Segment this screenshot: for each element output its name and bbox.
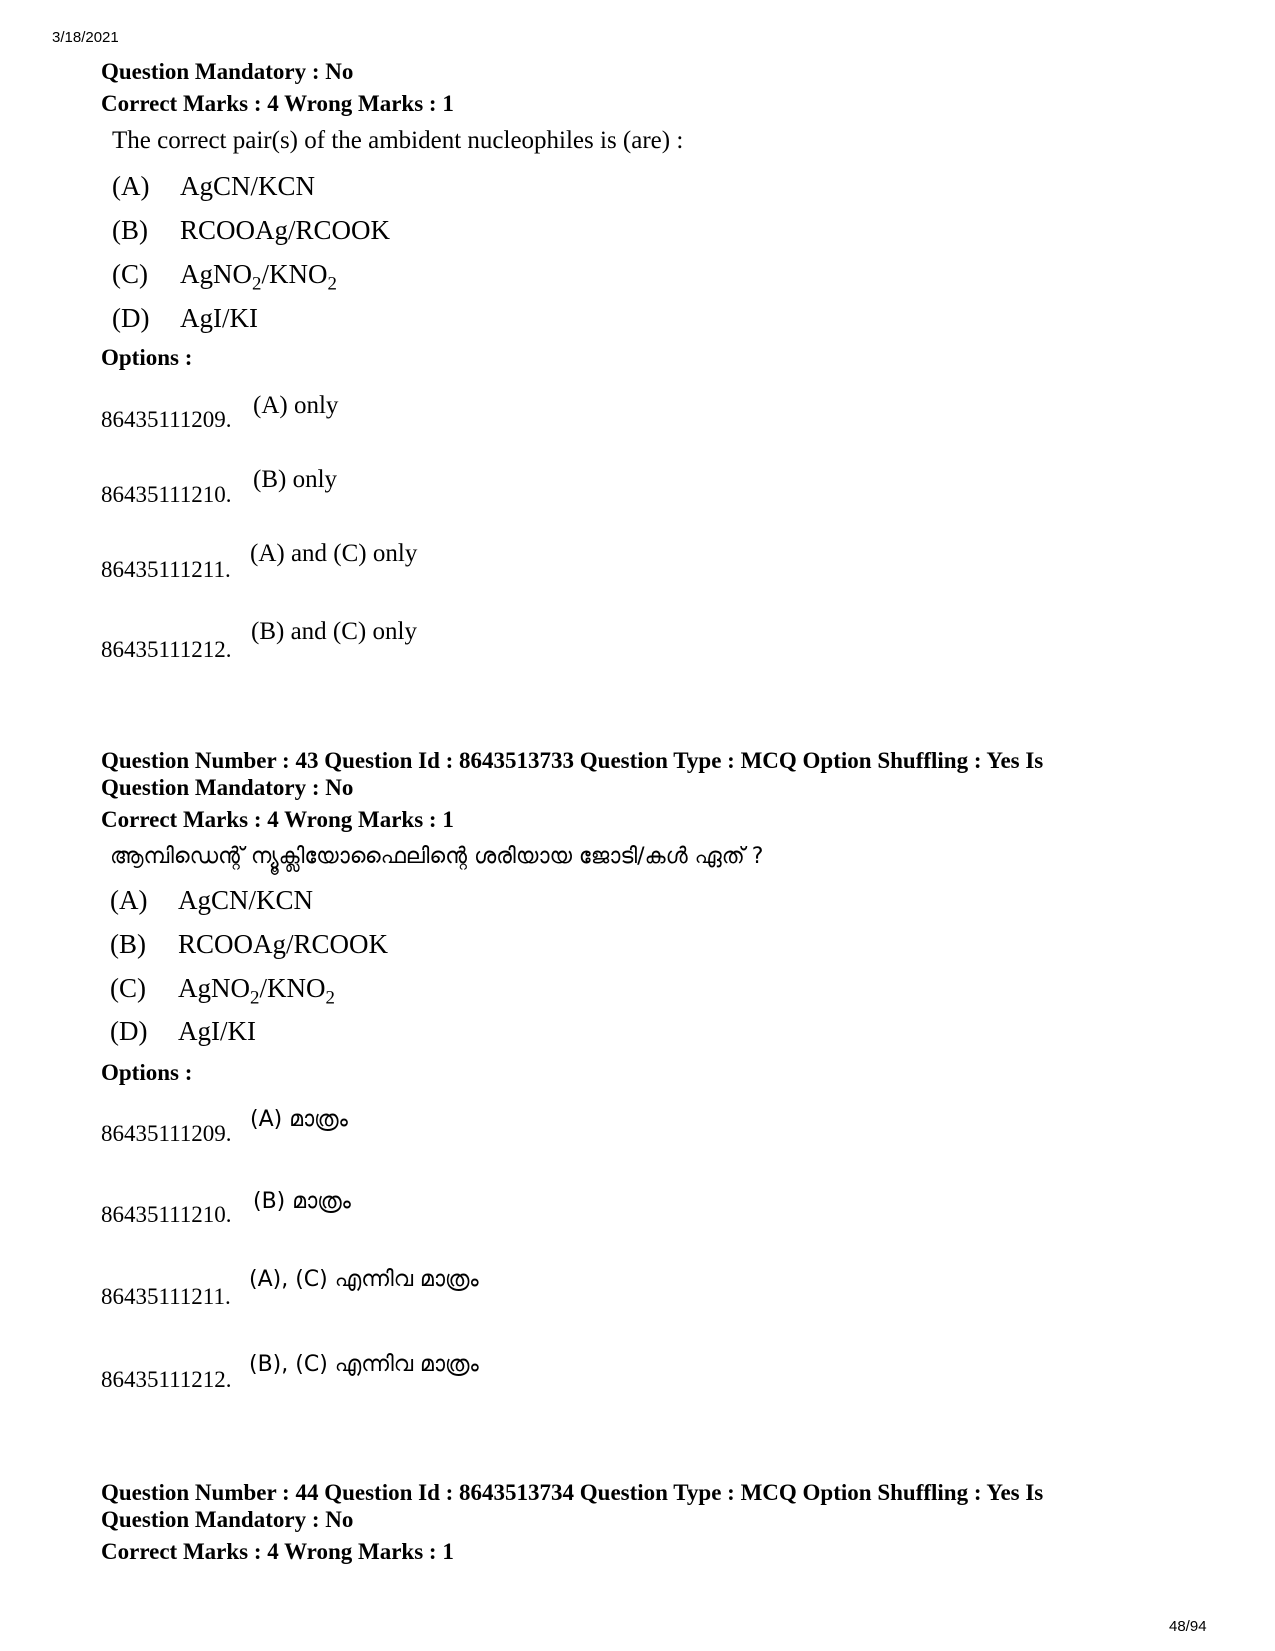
q43-option-text: (A) മാത്രം — [250, 1107, 348, 1132]
item-label: (B) — [110, 929, 146, 959]
q42-options-label: Options : — [101, 345, 193, 370]
q42-stem: The correct pair(s) of the ambident nucleophiles is (are) : — [112, 127, 684, 154]
item-text: $AgNO_2/KNO_2$ — [180, 259, 337, 295]
item-text: $AgNO_2/KNO_2$ — [178, 973, 335, 1009]
q42-option-text: (B) only — [253, 466, 338, 493]
q43-option-id: 86435111212. — [101, 1367, 232, 1392]
q43-stem: ആമ്പിഡെന്റ് ന്യൂക്ലിയോഫൈലിന്റെ ശരിയായ ജോടി/കൾ ഏത് ? — [110, 844, 764, 869]
item-label: (D) — [110, 1016, 148, 1046]
q44-header: Question Number : 44 Question Id : 8643513734 Question Type : MCQ Option Shuffling : Yes Is — [101, 1480, 1044, 1505]
page-number: 48/94 — [1169, 1618, 1207, 1635]
q42-mandatory: Question Mandatory : No — [101, 59, 354, 84]
item-text: RCOOAg/RCOOK — [178, 929, 389, 959]
q43-mandatory: Question Mandatory : No — [101, 775, 354, 800]
q43-option-id: 86435111210. — [101, 1202, 232, 1227]
q43-marks: Correct Marks : 4 Wrong Marks : 1 — [101, 807, 454, 832]
item-label: (C) — [112, 259, 148, 289]
item-label: (A) — [112, 171, 150, 201]
q43-option-text: (B) മാത്രം — [253, 1189, 351, 1214]
q43-option-id: 86435111209. — [101, 1121, 232, 1146]
q43-option-text: (A), (C) എന്നിവ മാത്രം — [249, 1267, 479, 1292]
item-label: (D) — [112, 303, 150, 333]
q44-mandatory: Question Mandatory : No — [101, 1507, 354, 1532]
item-text: RCOOAg/RCOOK — [180, 215, 391, 245]
q42-option-id: 86435111212. — [101, 637, 232, 662]
q42-marks: Correct Marks : 4 Wrong Marks : 1 — [101, 91, 454, 116]
q43-header: Question Number : 43 Question Id : 8643513733 Question Type : MCQ Option Shuffling : Yes Is — [101, 748, 1044, 773]
q42-option-text: (A) and (C) only — [250, 540, 418, 567]
q44-marks: Correct Marks : 4 Wrong Marks : 1 — [101, 1539, 454, 1564]
q42-option-id: 86435111210. — [101, 482, 232, 507]
item-label: (C) — [110, 973, 146, 1003]
q42-option-id: 86435111209. — [101, 407, 232, 432]
item-label: (A) — [110, 885, 148, 915]
item-text: AgI/KI — [180, 303, 258, 333]
q42-option-text: (A) only — [253, 392, 339, 419]
q42-option-id: 86435111211. — [101, 557, 231, 582]
q42-option-text: (B) and (C) only — [251, 618, 417, 645]
item-text: AgCN/KCN — [180, 171, 316, 201]
item-text: AgCN/KCN — [178, 885, 314, 915]
q43-option-id: 86435111211. — [101, 1284, 231, 1309]
q43-options-label: Options : — [101, 1060, 193, 1085]
q43-option-text: (B), (C) എന്നിവ മാത്രം — [249, 1352, 479, 1377]
item-label: (B) — [112, 215, 148, 245]
print-date: 3/18/2021 — [52, 29, 119, 46]
item-text: AgI/KI — [178, 1016, 256, 1046]
